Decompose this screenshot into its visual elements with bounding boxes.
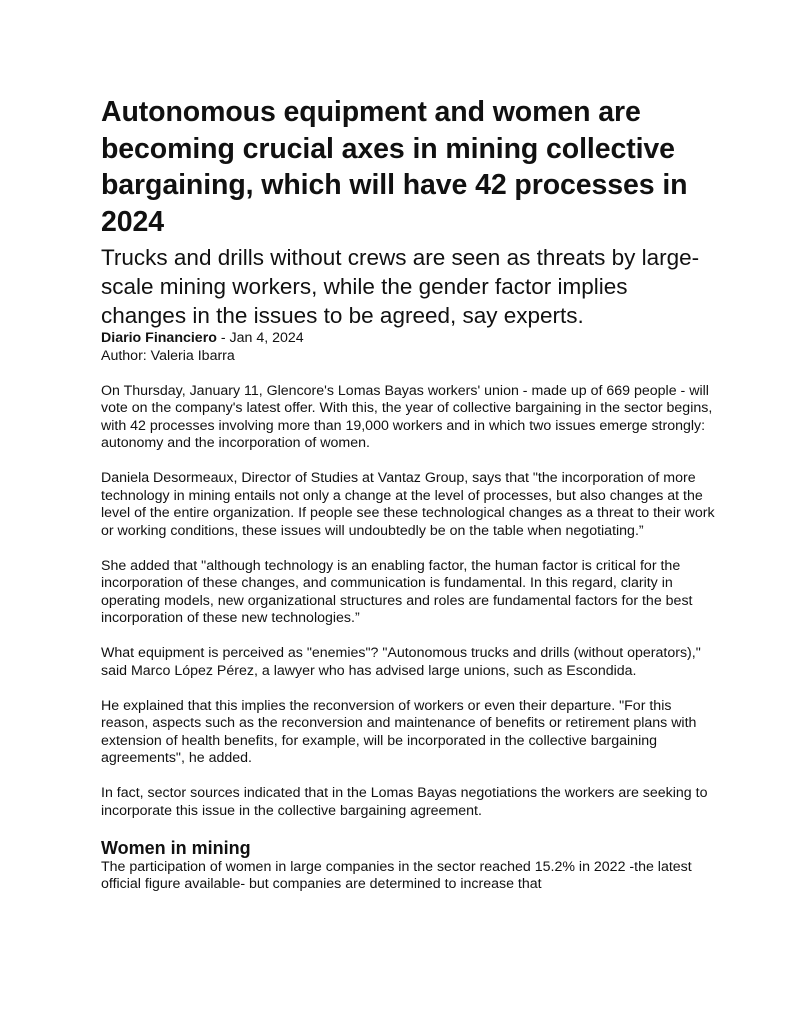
article-author: Author: Valeria Ibarra <box>101 347 235 364</box>
body-paragraph: She added that "although technology is an enabling factor, the human factor is critical for the incorporation of these changes, and communication is fundamental. In this regard, clarity in operating models, new organizational structures and roles are fundamental factors for the best incorporation of these new technologies.” <box>101 557 693 626</box>
article-body <box>101 383 721 821</box>
section-paragraph: The participation of women in large companies in the sector reached 15.2% in 2022 -the latest official figure available- but companies are determined to increase that <box>101 858 692 892</box>
section-heading: Women in mining <box>101 837 251 858</box>
article-byline <box>101 330 721 348</box>
article-source: Diario Financiero <box>101 330 217 346</box>
body-paragraph: On Thursday, January 11, Glencore's Lomas Bayas workers' union - made up of 669 people - will vote on the company's latest offer. With this, the year of collective bargaining in the sector begins, with 42 processes involving more than 19,000 workers and in which two issues emerge strongly: autonomy and the incorporation of women. <box>101 382 713 451</box>
article-headline: Autonomous equipment and women are becoming crucial axes in mining collective bargaining, which will have 42 processes in 2024 <box>101 96 688 238</box>
date-separator: - <box>216 330 230 346</box>
article <box>101 94 721 894</box>
article-subheadline: Trucks and drills without crews are seen as threats by large-scale mining workers, while the gender factor implies changes in the issues to be agreed, say experts. <box>101 245 700 328</box>
body-paragraph: In fact, sector sources indicated that in the Lomas Bayas negotiations the workers are seeking to incorporate this issue in the collective bargaining agreement. <box>101 785 708 819</box>
body-paragraph: What equipment is perceived as "enemies"? "Autonomous trucks and drills (without operators)," said Marco López Pérez, a lawyer who has advised large unions, such as Escondida. <box>101 645 701 679</box>
article-date: Jan 4, 2024 <box>229 330 304 346</box>
body-paragraph: Daniela Desormeaux, Director of Studies at Vantaz Group, says that "the incorporation of more technology in mining entails not only a change at the level of processes, but also changes at the level of the entire organization. If people see these technological changes as a threat to their work or working conditions, these issues will undoubtedly be on the table when negotiating.” <box>101 470 715 539</box>
body-paragraph: He explained that this implies the reconversion of workers or even their departure. "For this reason, aspects such as the reconversion and maintenance of benefits or retirement plans with extension of health benefits, for example, will be incorporated in the collective bargaining agreements", he added. <box>101 697 697 766</box>
